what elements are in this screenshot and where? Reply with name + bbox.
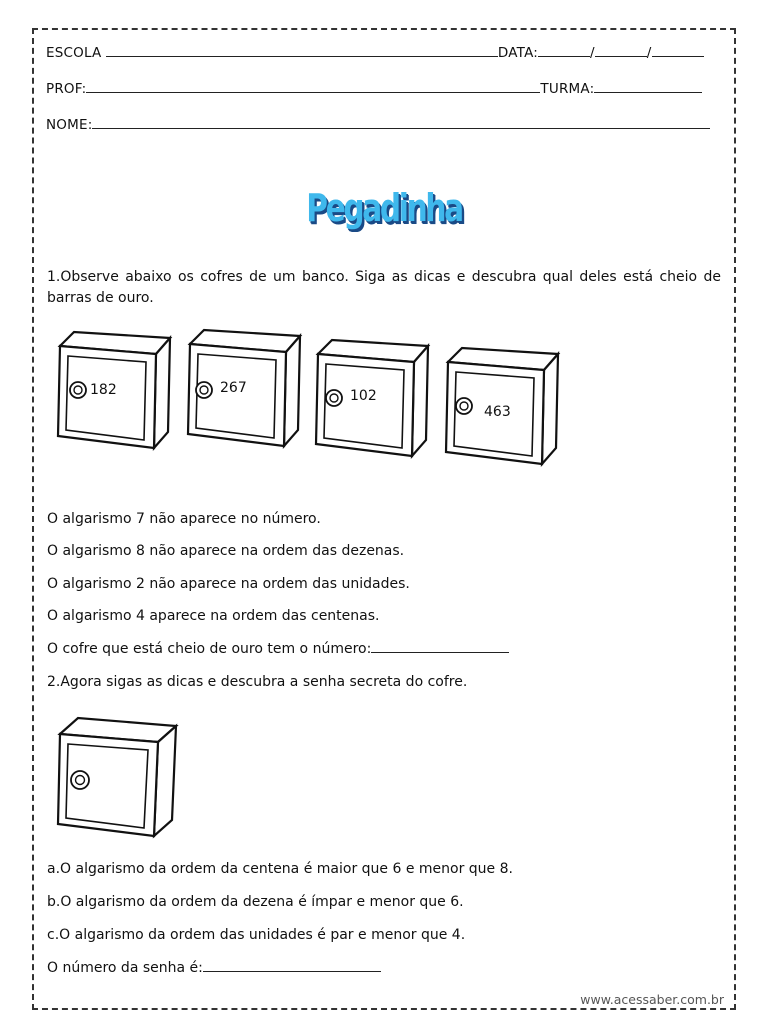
school-field: ESCOLA DATA: / / (46, 44, 704, 61)
school-line[interactable] (106, 44, 498, 57)
q2-answer-label: O número da senha é: (47, 960, 203, 976)
date-day-line[interactable] (538, 44, 590, 57)
safe-icon-3 (310, 336, 438, 460)
safe-number-3: 102 (350, 388, 377, 404)
worksheet-title: Pegadinha (306, 186, 462, 230)
q1-hint-4: O algarismo 4 aparece na ordem das centenas. (47, 608, 380, 624)
teacher-field (46, 80, 702, 97)
date-month-line[interactable] (595, 44, 647, 57)
q1-hint-1: O algarismo 7 não aparece no número. (47, 511, 321, 527)
question-1-prompt: 1.Observe abaixo os cofres de um banco. Siga as dicas e descubra qual deles está cheio de barras de ouro. (47, 269, 721, 306)
date-label: DATA: (497, 45, 539, 61)
teacher-line[interactable] (86, 80, 540, 93)
safe-number-2: 267 (220, 380, 247, 396)
safe-icon-2 (182, 326, 310, 450)
teacher-label: PROF: (46, 81, 87, 97)
footer-url: www.acessaber.com.br (580, 992, 724, 1007)
date-year-line[interactable] (652, 44, 704, 57)
safe-icon-1 (52, 328, 180, 452)
safe-icon-4 (440, 344, 568, 468)
q2-answer (47, 958, 381, 979)
q2-answer-line[interactable] (203, 959, 381, 972)
q1-hint-2: O algarismo 8 não aparece na ordem das dezenas. (47, 543, 405, 559)
question-2-prompt: 2.Agora sigas as dicas e descubra a senha secreta do cofre. (47, 674, 468, 690)
school-label: ESCOLA (46, 45, 102, 61)
q1-answer-label: O cofre que está cheio de ouro tem o número: (47, 641, 372, 657)
q1-hint-3: O algarismo 2 não aparece na ordem das unidades. (47, 576, 410, 592)
safe-icon-5 (54, 714, 182, 842)
q2-hint-a: a.O algarismo da ordem da centena é maior que 6 e menor que 8. (47, 861, 513, 877)
q2-hint-c: c.O algarismo da ordem das unidades é par e menor que 4. (47, 927, 466, 943)
q2-hint-b: b.O algarismo da ordem da dezena é ímpar e menor que 6. (47, 894, 464, 910)
q1-answer (47, 639, 509, 660)
q1-answer-line[interactable] (371, 640, 509, 653)
name-field (46, 116, 710, 133)
name-line[interactable] (92, 116, 710, 129)
safe-number-4: 463 (484, 404, 511, 420)
class-line[interactable] (594, 80, 702, 93)
safe-number-1: 182 (90, 382, 117, 398)
class-label: TURMA: (540, 81, 595, 97)
name-label: NOME: (46, 117, 93, 133)
